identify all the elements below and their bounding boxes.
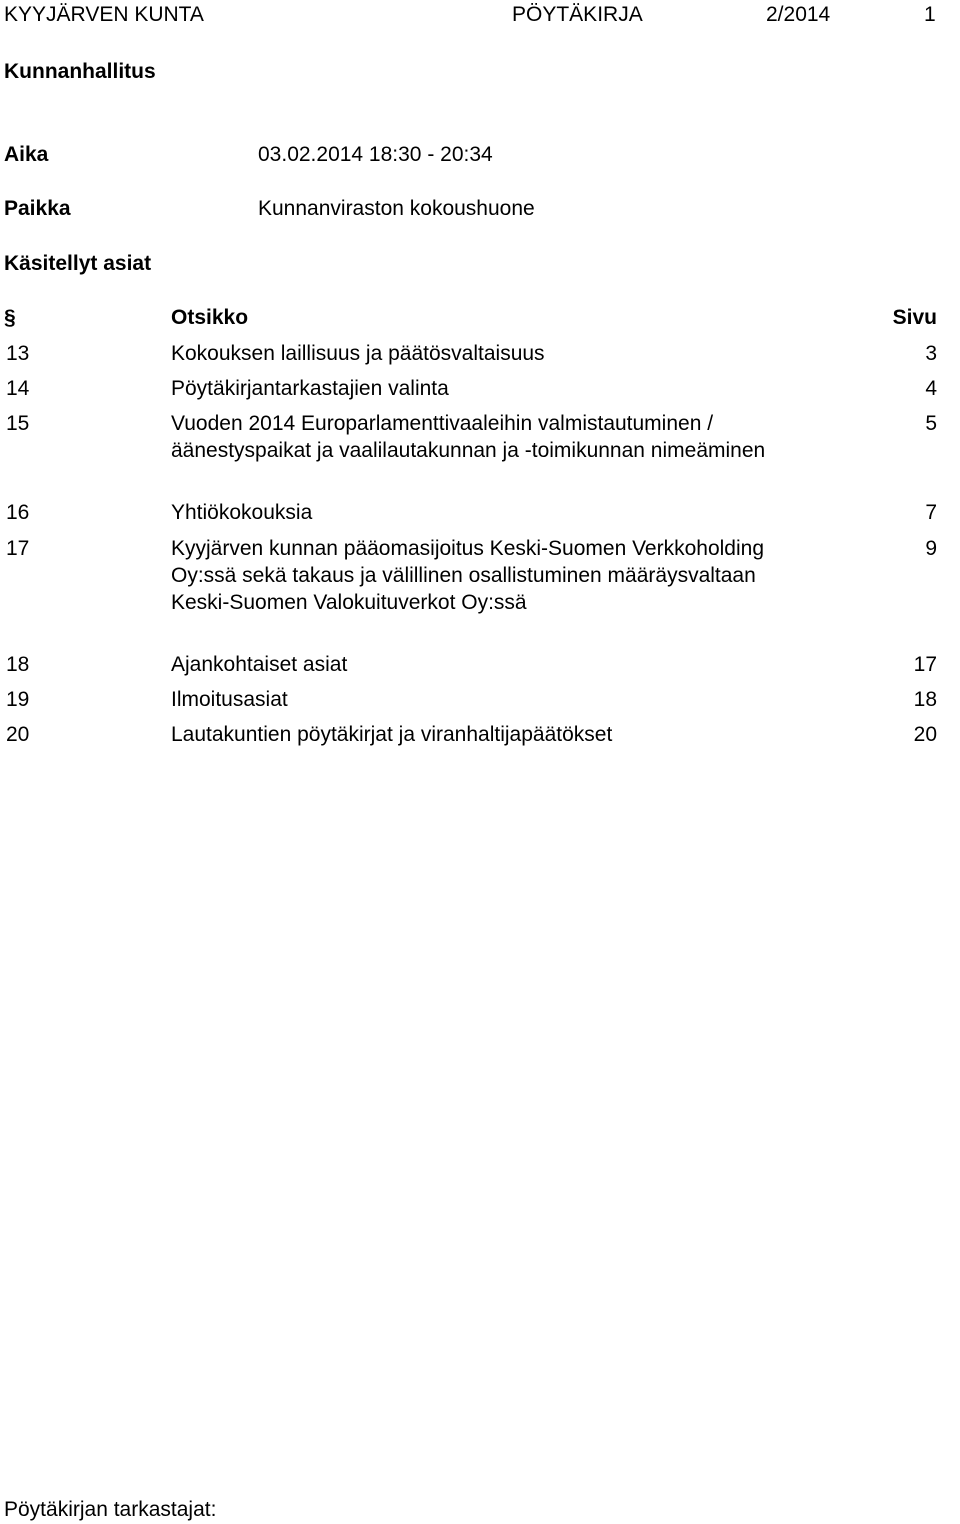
agenda-item-number: 18 [6, 653, 30, 676]
meeting-place-label: Paikka [4, 197, 71, 220]
meeting-time-label: Aika [4, 143, 49, 166]
governing-body-name: Kunnanhallitus [4, 60, 156, 83]
agenda-item-title: Pöytäkirjantarkastajien valinta [171, 377, 449, 400]
agenda-item-page: 5 [925, 412, 937, 435]
agenda-item-page: 3 [925, 342, 937, 365]
agenda-item-page: 17 [913, 653, 937, 676]
column-header-title: Otsikko [171, 306, 249, 329]
agenda-item-page: 20 [913, 723, 937, 746]
municipality-name: KYYJÄRVEN KUNTA [4, 3, 204, 26]
handled-matters-heading: Käsitellyt asiat [4, 252, 152, 275]
agenda-item-title: Lautakuntien pöytäkirjat ja viranhaltijapäätökset [171, 723, 613, 746]
document-number: 2/2014 [766, 3, 831, 26]
document-type: PÖYTÄKIRJA [512, 3, 643, 26]
meeting-time-value: 03.02.2014 18:30 - 20:34 [258, 143, 493, 166]
agenda-item-title: Kyyjärven kunnan pääomasijoitus Keski-Suomen Verkkoholding Oy:ssä sekä takaus ja välillinen osallistuminen määräysvaltaan Keski-Suomen Valokuituverkot Oy:ssä [171, 537, 765, 614]
agenda-item-number: 20 [6, 723, 30, 746]
agenda-item-title: Ilmoitusasiat [171, 688, 288, 711]
agenda-item-page: 9 [925, 537, 937, 560]
agenda-item-number: 13 [6, 342, 30, 365]
page-number: 1 [924, 3, 936, 26]
agenda-item-number: 14 [6, 377, 30, 400]
agenda-item-number: 19 [6, 688, 30, 711]
agenda-item-page: 18 [913, 688, 937, 711]
agenda-item-number: 16 [6, 501, 30, 524]
section-sign-icon: § [4, 306, 16, 329]
column-header-page: Sivu [892, 306, 937, 329]
agenda-item-title: Vuoden 2014 Europarlamenttivaaleihin valmistautuminen / äänestyspaikat ja vaalilautakunnan ja -toimikunnan nimeäminen [171, 412, 766, 462]
agenda-item-title: Kokouksen laillisuus ja päätösvaltaisuus [171, 342, 545, 365]
minutes-reviewers-label: Pöytäkirjan tarkastajat: [4, 1498, 217, 1521]
agenda-item-number: 15 [6, 412, 30, 435]
agenda-item-page: 4 [925, 377, 937, 400]
agenda-item-title: Yhtiökokouksia [171, 501, 313, 524]
meeting-place-value: Kunnanviraston kokoushuone [258, 197, 535, 220]
agenda-item-page: 7 [925, 501, 937, 524]
agenda-item-number: 17 [6, 537, 30, 560]
agenda-item-title: Ajankohtaiset asiat [171, 653, 348, 676]
